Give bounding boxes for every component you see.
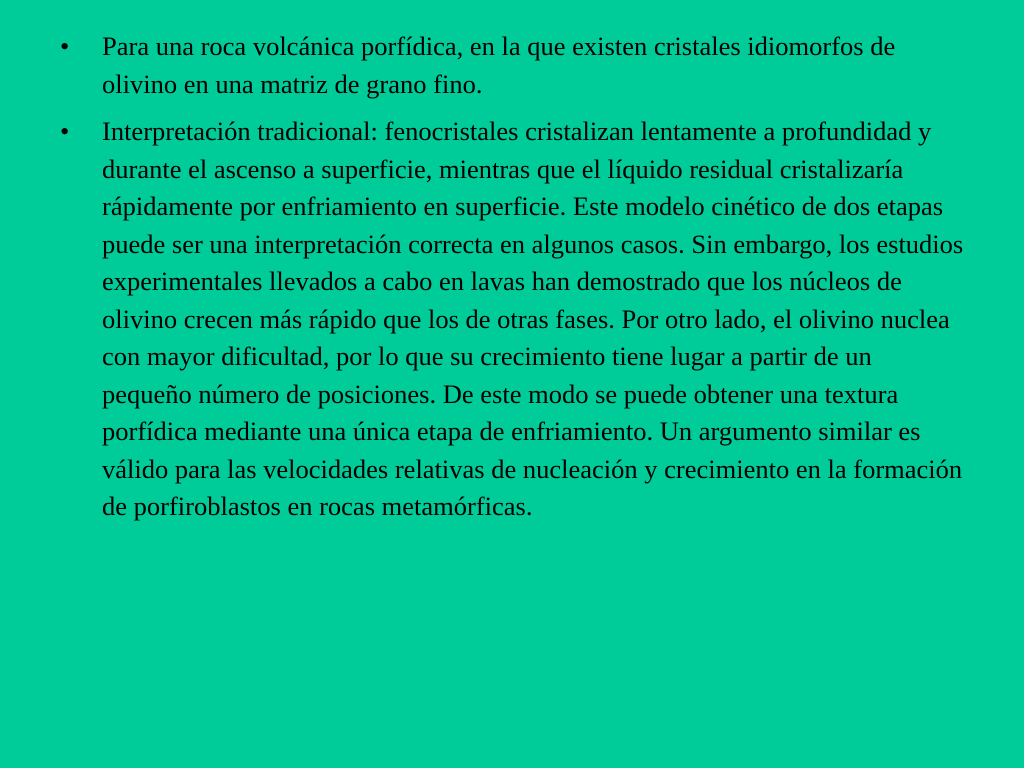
bullet-marker: • [60,116,70,146]
bullet-item-1 [60,28,964,103]
bullet-text: Para una roca volcánica porfídica, en la que existen cristales idiomorfos de olivino en una matriz de grano fino. [102,31,896,99]
bullet-item-2 [60,113,964,526]
bullet-marker: • [60,31,70,61]
bullet-list [60,28,964,526]
bullet-text: Interpretación tradicional: fenocristales cristalizan lentamente a profundidad y durante el ascenso a superficie, mientras que el líquido residual cristalizaría rápidamente por enfriamiento en superficie. Este modelo cinético de dos etapas puede ser una interpretación correcta en algunos casos. Sin embargo, los estudios experimentales llevados a cabo en lavas han demostrado que los núcleos de olivino crecen más rápido que los de otras fases. Por otro lado, el olivino nuclea con mayor dificultad, por lo que su crecimiento tiene lugar a partir de un pequeño número de posiciones. De este modo se puede obtener una textura porfídica mediante una única etapa de enfriamiento. Un argumento similar es válido para las velocidades relativas de nucleación y crecimiento en la formación de porfiroblastos en rocas metamórficas. [102,116,964,521]
